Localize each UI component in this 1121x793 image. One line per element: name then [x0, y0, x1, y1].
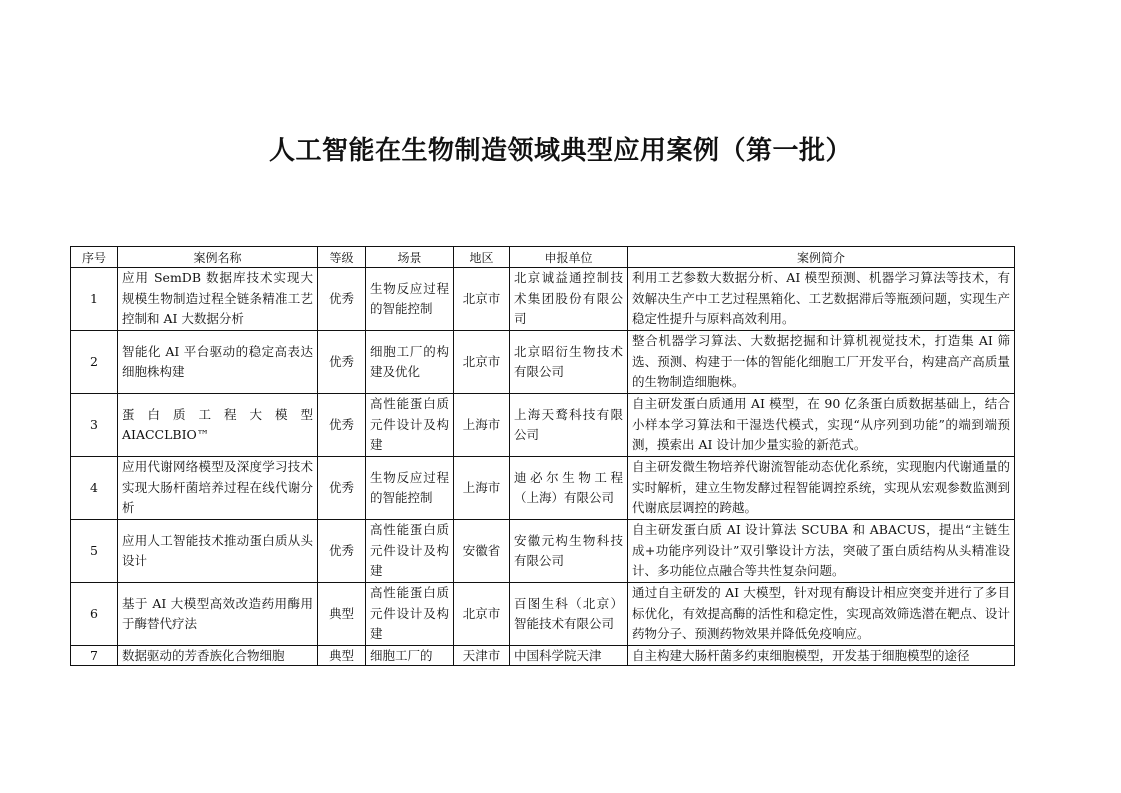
cell-unit: 北京昭衍生物技术有限公司 — [510, 331, 628, 394]
cell-level: 优秀 — [318, 520, 366, 583]
cell-scene: 高性能蛋白质元件设计及构建 — [366, 520, 454, 583]
table-row — [71, 583, 1015, 646]
cell-name: 基于 AI 大模型高效改造药用酶用于酶替代疗法 — [118, 583, 318, 646]
table-row — [71, 394, 1015, 457]
cell-unit: 百图生科（北京）智能技术有限公司 — [510, 583, 628, 646]
cell-name: 应用人工智能技术推动蛋白质从头设计 — [118, 520, 318, 583]
cell-region: 北京市 — [454, 583, 510, 646]
cell-level: 优秀 — [318, 331, 366, 394]
cell-region: 安徽省 — [454, 520, 510, 583]
cell-unit: 上海天鹜科技有限公司 — [510, 394, 628, 457]
case-table — [70, 246, 1015, 666]
table-row — [71, 646, 1015, 666]
cell-unit: 北京诚益通控制技术集团股份有限公司 — [510, 268, 628, 331]
cell-name: 数据驱动的芳香族化合物细胞 — [118, 646, 318, 666]
header-level: 等级 — [318, 247, 366, 268]
cell-name: 蛋白质工程大模型 AIACCLBIO™ — [118, 394, 318, 457]
cell-no: 5 — [71, 520, 118, 583]
cell-region: 上海市 — [454, 457, 510, 520]
cell-scene: 细胞工厂的 — [366, 646, 454, 666]
header-unit: 申报单位 — [510, 247, 628, 268]
cell-no: 6 — [71, 583, 118, 646]
cell-no: 7 — [71, 646, 118, 666]
table-row — [71, 268, 1015, 331]
header-name: 案例名称 — [118, 247, 318, 268]
cell-scene: 高性能蛋白质元件设计及构建 — [366, 394, 454, 457]
cell-level: 典型 — [318, 583, 366, 646]
header-region: 地区 — [454, 247, 510, 268]
cell-summary: 整合机器学习算法、大数据挖掘和计算机视觉技术，打造集 AI 筛选、预测、构建于一体的智能化细胞工厂开发平台，构建高产高质量的生物制造细胞株。 — [628, 331, 1015, 394]
cell-summary: 自主研发微生物培养代谢流智能动态优化系统，实现胞内代谢通量的实时解析，建立生物发酵过程智能调控系统，实现从宏观参数监测到代谢底层调控的跨越。 — [628, 457, 1015, 520]
cell-level: 优秀 — [318, 394, 366, 457]
cell-scene: 高性能蛋白质元件设计及构建 — [366, 583, 454, 646]
cell-region: 北京市 — [454, 331, 510, 394]
cell-summary: 自主研发蛋白质 AI 设计算法 SCUBA 和 ABACUS，提出“主链生成+功能序列设计”双引擎设计方法，突破了蛋白质结构从头精准设计、多功能位点融合等共性复杂问题。 — [628, 520, 1015, 583]
table-row — [71, 520, 1015, 583]
cell-name: 应用 SemDB 数据库技术实现大规模生物制造过程全链条精准工艺控制和 AI 大数据分析 — [118, 268, 318, 331]
cell-region: 上海市 — [454, 394, 510, 457]
cell-summary: 通过自主研发的 AI 大模型，针对现有酶设计相应突变并进行了多目标优化，有效提高酶的活性和稳定性，实现高效筛选潜在靶点、设计药物分子、预测药物效果并降低免疫响应。 — [628, 583, 1015, 646]
cell-no: 2 — [71, 331, 118, 394]
cell-no: 4 — [71, 457, 118, 520]
cell-summary: 自主研发蛋白质通用 AI 模型，在 90 亿条蛋白质数据基础上，结合小样本学习算法和干湿迭代模式，实现“从序列到功能”的端到端预测，摸索出 AI 设计加少量实验的新范式。 — [628, 394, 1015, 457]
cell-region: 北京市 — [454, 268, 510, 331]
table-header-row — [71, 247, 1015, 268]
cell-name: 应用代谢网络模型及深度学习技术实现大肠杆菌培养过程在线代谢分析 — [118, 457, 318, 520]
cell-level: 优秀 — [318, 457, 366, 520]
cell-summary: 自主构建大肠杆菌多约束细胞模型，开发基于细胞模型的途径 — [628, 646, 1015, 666]
cell-unit: 迪必尔生物工程（上海）有限公司 — [510, 457, 628, 520]
cell-level: 优秀 — [318, 268, 366, 331]
cell-no: 1 — [71, 268, 118, 331]
table-row — [71, 457, 1015, 520]
cell-region: 天津市 — [454, 646, 510, 666]
cell-no: 3 — [71, 394, 118, 457]
table-row — [71, 331, 1015, 394]
header-no: 序号 — [71, 247, 118, 268]
page-title: 人工智能在生物制造领域典型应用案例（第一批） — [268, 136, 852, 166]
cell-unit: 中国科学院天津 — [510, 646, 628, 666]
cell-scene: 生物反应过程的智能控制 — [366, 457, 454, 520]
header-summary: 案例简介 — [628, 247, 1015, 268]
cell-name: 智能化 AI 平台驱动的稳定高表达细胞株构建 — [118, 331, 318, 394]
cell-summary: 利用工艺参数大数据分析、AI 模型预测、机器学习算法等技术，有效解决生产中工艺过程黑箱化、工艺数据滞后等瓶颈问题，实现生产稳定性提升与原料高效利用。 — [628, 268, 1015, 331]
cell-scene: 生物反应过程的智能控制 — [366, 268, 454, 331]
cell-level: 典型 — [318, 646, 366, 666]
header-scene: 场景 — [366, 247, 454, 268]
cell-scene: 细胞工厂的构建及优化 — [366, 331, 454, 394]
cell-unit: 安徽元构生物科技有限公司 — [510, 520, 628, 583]
